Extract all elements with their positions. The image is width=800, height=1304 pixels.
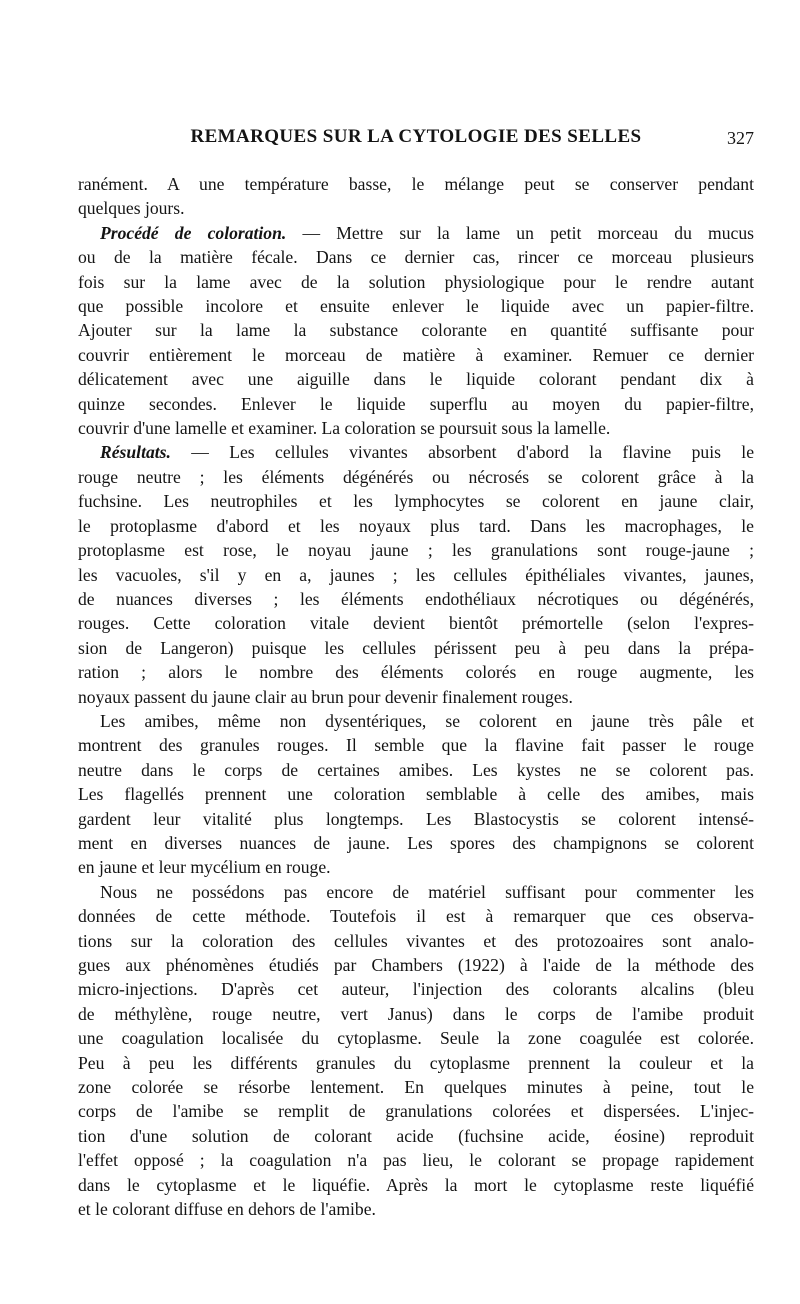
text-line: Ajouter sur la lame la substance colorante en quantité suffisante pour [78,320,754,341]
text-line: gardent leur vitalité plus longtemps. Les Blastocystis se colorent intensé- [78,808,754,829]
text-line: que possible incolore et ensuite enlever le liquide avec un papier-filtre. [78,296,754,317]
text-line: Nous ne possédons pas encore de matériel suffisant pour commenter les [100,881,754,902]
text-line: délicatement avec une aiguille dans le liquide colorant pendant dix à [78,369,754,390]
text-line: Les amibes, même non dysentériques, se colorent en jaune très pâle et [100,710,754,731]
text-line: fuchsine. Les neutrophiles et les lymphocytes se colorent en jaune clair, [78,491,754,512]
paragraph [78,880,754,1222]
page-number: 327 [727,128,754,148]
text-line: Peu à peu les différents granules du cytoplasme prennent la couleur et la [78,1052,754,1073]
text-line: tions sur la coloration des cellules vivantes et des protozoaires sont analo- [78,930,754,951]
paragraph-label: Résultats. [100,442,171,463]
text-line: une coagulation localisée du cytoplasme. Seule la zone coagulée est colorée. [78,1028,754,1049]
text-line [78,221,754,245]
text-line: rouges. Cette coloration vitale devient bientôt prémortelle (selon l'expres- [78,613,754,634]
body-text [78,172,754,1221]
text-line: zone colorée se résorbe lentement. En quelques minutes à peine, tout le [78,1077,754,1098]
text-line: ment en diverses nuances de jaune. Les spores des champignons se colorent [78,832,754,853]
text-line: micro-injections. D'après cet auteur, l'injection des colorants alcalins (bleu [78,979,754,1000]
text-line: quelques jours. [78,198,185,219]
text-line: dans le cytoplasme et le liquéfie. Après la mort le cytoplasme reste liquéfié [78,1174,754,1195]
paragraph-label: Procédé de coloration. [100,222,287,243]
page-header [78,124,754,154]
text-line: de nuances diverses ; les éléments endothéliaux nécrotiques ou dégénérés, [78,588,754,609]
text-line: fois sur la lame avec de la solution physiologique pour le rendre autant [78,271,754,292]
text-line: ration ; alors le nombre des éléments colorés en rouge augmente, les [78,662,754,683]
text-line [78,440,754,464]
text-line: neutre dans le corps de certaines amibes. Les kystes ne se colorent pas. [78,759,754,780]
text-line: le protoplasme d'abord et les noyaux plus tard. Dans les macrophages, le [78,515,754,536]
text-line: ou de la matière fécale. Dans ce dernier cas, rincer ce morceau plusieurs [78,247,754,268]
text-line: gues aux phénomènes étudiés par Chambers (1922) à l'aide de la méthode des [78,955,754,975]
paragraph [78,440,754,708]
text-line: couvrir entièrement le morceau de matière à examiner. Remuer ce dernier [78,344,754,365]
text-line: tion d'une solution de colorant acide (fuchsine acide, éosine) reproduit [78,1125,754,1146]
running-title: REMARQUES SUR LA CYTOLOGIE DES SELLES [190,126,642,147]
text-line: rouge neutre ; les éléments dégénérés ou nécrosés se colorent grâce à la [78,466,754,487]
text-line: ranément. A une température basse, le mélange peut se conserver pendant [78,174,754,194]
text-line: en jaune et leur mycélium en rouge. [78,857,331,878]
paragraph [78,221,754,441]
text-run: — Les cellules vivantes absorbent d'abord la flavine puis le [170,442,754,463]
text-line: les vacuoles, s'il y en a, jaunes ; les cellules épithéliales vivantes, jaunes, [78,564,754,585]
text-line: couvrir d'une lamelle et examiner. La coloration se poursuit sous la lamelle. [78,418,611,439]
text-line: et le colorant diffuse en dehors de l'amibe. [78,1199,376,1220]
text-line: Les flagellés prennent une coloration semblable à celle des amibes, mais [78,784,754,805]
text-line: données de cette méthode. Toutefois il est à remarquer que ces observa- [78,906,754,927]
text-line: quinze secondes. Enlever le liquide superflu au moyen du papier-filtre, [78,393,754,414]
text-line: corps de l'amibe se remplit de granulations colorées et dispersées. L'injec- [78,1101,754,1122]
text-line: de méthylène, rouge neutre, vert Janus) dans le corps de l'amibe produit [78,1003,754,1024]
paragraph [78,709,754,880]
text-line: protoplasme est rose, le noyau jaune ; les granulations sont rouge-jaune ; [78,540,754,561]
text-line: montrent des granules rouges. Il semble que la flavine fait passer le rouge [78,735,754,756]
text-line: l'effet opposé ; la coagulation n'a pas lieu, le colorant se propage rapidement [78,1150,754,1171]
text-run: — Mettre sur la lame un petit morceau du mucus [286,222,754,243]
text-line: noyaux passent du jaune clair au brun pour devenir finalement rouges. [78,686,573,707]
paragraph [78,172,754,221]
text-line: sion de Langeron) puisque les cellules périssent peu à peu dans la prépa- [78,637,754,658]
